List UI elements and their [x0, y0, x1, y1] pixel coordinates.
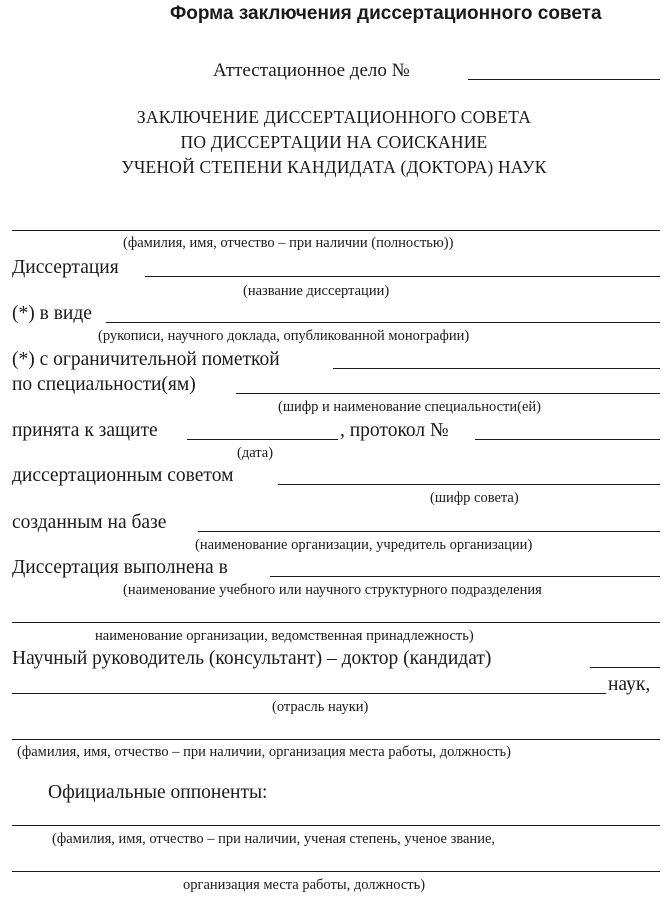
opponents-hint-continued: организация места работы, должность) — [183, 877, 426, 893]
opponents-label: Официальные оппоненты: — [48, 782, 268, 803]
dissertation-title-field[interactable] — [145, 276, 660, 277]
attestation-case-number-field[interactable] — [468, 79, 660, 80]
dissertation-hint: (название диссертации) — [243, 283, 390, 299]
restricted-field[interactable] — [333, 368, 660, 369]
completed-in-field[interactable] — [270, 576, 660, 577]
completed-hint: (наименование учебного или научного структурного подразделения — [123, 582, 542, 598]
supervisor-hint: (фамилия, имя, отчество – при наличии, организация места работы, должность) — [17, 744, 511, 760]
opponents-hint: (фамилия, имя, отчество – при наличии, ученая степень, ученое звание, — [52, 831, 496, 847]
opponents-field[interactable] — [12, 825, 660, 826]
council-label: диссертационным советом — [12, 465, 234, 486]
specialty-label: по специальности(ям) — [12, 374, 196, 395]
form-type-field[interactable] — [106, 322, 660, 323]
completed-in-field-continued[interactable] — [12, 622, 660, 623]
science-branch-field[interactable] — [12, 693, 606, 694]
full-name-field[interactable] — [12, 230, 660, 231]
completed-label: Диссертация выполнена в — [12, 557, 228, 578]
completed-hint-continued: наименование организации, ведомственная принадлежность) — [95, 628, 474, 644]
full-name-hint: (фамилия, имя, отчество – при наличии (полностью)) — [123, 235, 454, 251]
protocol-label: , протокол № — [340, 420, 449, 441]
title-line-1: ЗАКЛЮЧЕНИЕ ДИССЕРТАЦИОННОГО СОВЕТА — [136, 107, 532, 127]
created-hint: (наименование организации, учредитель организации) — [195, 537, 533, 553]
specialty-field[interactable] — [236, 393, 660, 394]
opponents-field-continued[interactable] — [12, 871, 660, 872]
date-hint: (дата) — [237, 445, 274, 461]
council-hint: (шифр совета) — [430, 490, 519, 506]
attestation-case-label: Аттестационное дело № — [213, 60, 410, 81]
restricted-label: (*) с ограничительной пометкой — [12, 349, 280, 370]
title-line-2: ПО ДИССЕРТАЦИИ НА СОИСКАНИЕ — [180, 132, 488, 152]
dissertation-label: Диссертация — [12, 257, 119, 278]
title-line-3: УЧЕНОЙ СТЕПЕНИ КАНДИДАТА (ДОКТОРА) НАУК — [121, 157, 547, 177]
form-type-label: (*) в виде — [12, 303, 92, 324]
acceptance-date-field[interactable] — [187, 439, 338, 440]
supervisor-label: Научный руководитель (консультант) – доктор (кандидат) — [12, 648, 492, 669]
sciences-suffix: наук, — [608, 674, 651, 695]
created-label: созданным на базе — [12, 512, 167, 533]
supervisor-degree-field[interactable] — [590, 667, 660, 668]
council-code-field[interactable] — [278, 484, 660, 485]
form-heading: Форма заключения диссертационного совета — [170, 3, 602, 24]
specialty-hint: (шифр и наименование специальности(ей) — [278, 399, 541, 415]
branch-hint: (отрасль науки) — [272, 699, 369, 715]
form-type-hint: (рукописи, научного доклада, опубликованной монографии) — [98, 328, 470, 344]
base-organization-field[interactable] — [198, 531, 660, 532]
protocol-number-field[interactable] — [475, 439, 660, 440]
supervisor-details-field[interactable] — [12, 739, 660, 740]
accepted-label: принята к защите — [12, 420, 158, 441]
